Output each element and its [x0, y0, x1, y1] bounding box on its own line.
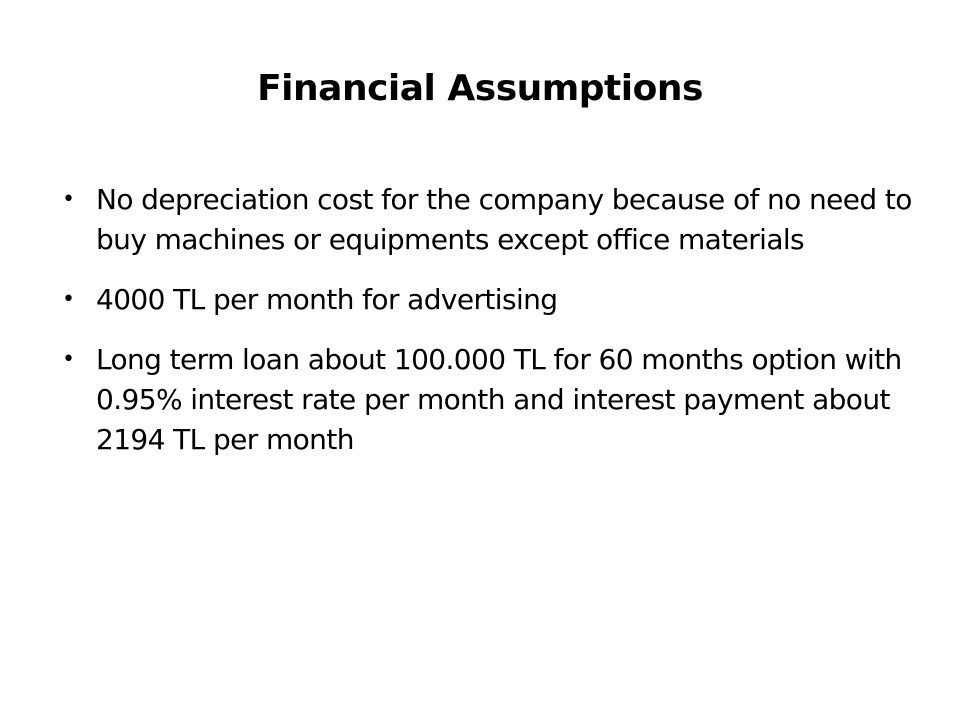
bullet-list: [60, 180, 920, 480]
bullet-text: Long term loan about 100.000 TL for 60 months option with 0.95% interest rate per month and interest payment about 2194 TL per month: [96, 343, 902, 456]
bullet-dot-icon: •: [62, 347, 75, 372]
bullet-item-loan: [60, 340, 920, 460]
bullet-text: 4000 TL per month for advertising: [96, 283, 558, 316]
bullet-item-advertising: [60, 280, 920, 320]
slide-title: Financial Assumptions: [257, 68, 703, 109]
bullet-dot-icon: •: [62, 187, 75, 212]
bullet-dot-icon: •: [62, 287, 75, 312]
bullet-text: No depreciation cost for the company because of no need to buy machines or equipments except office materials: [96, 183, 912, 256]
bullet-item-depreciation: [60, 180, 920, 260]
